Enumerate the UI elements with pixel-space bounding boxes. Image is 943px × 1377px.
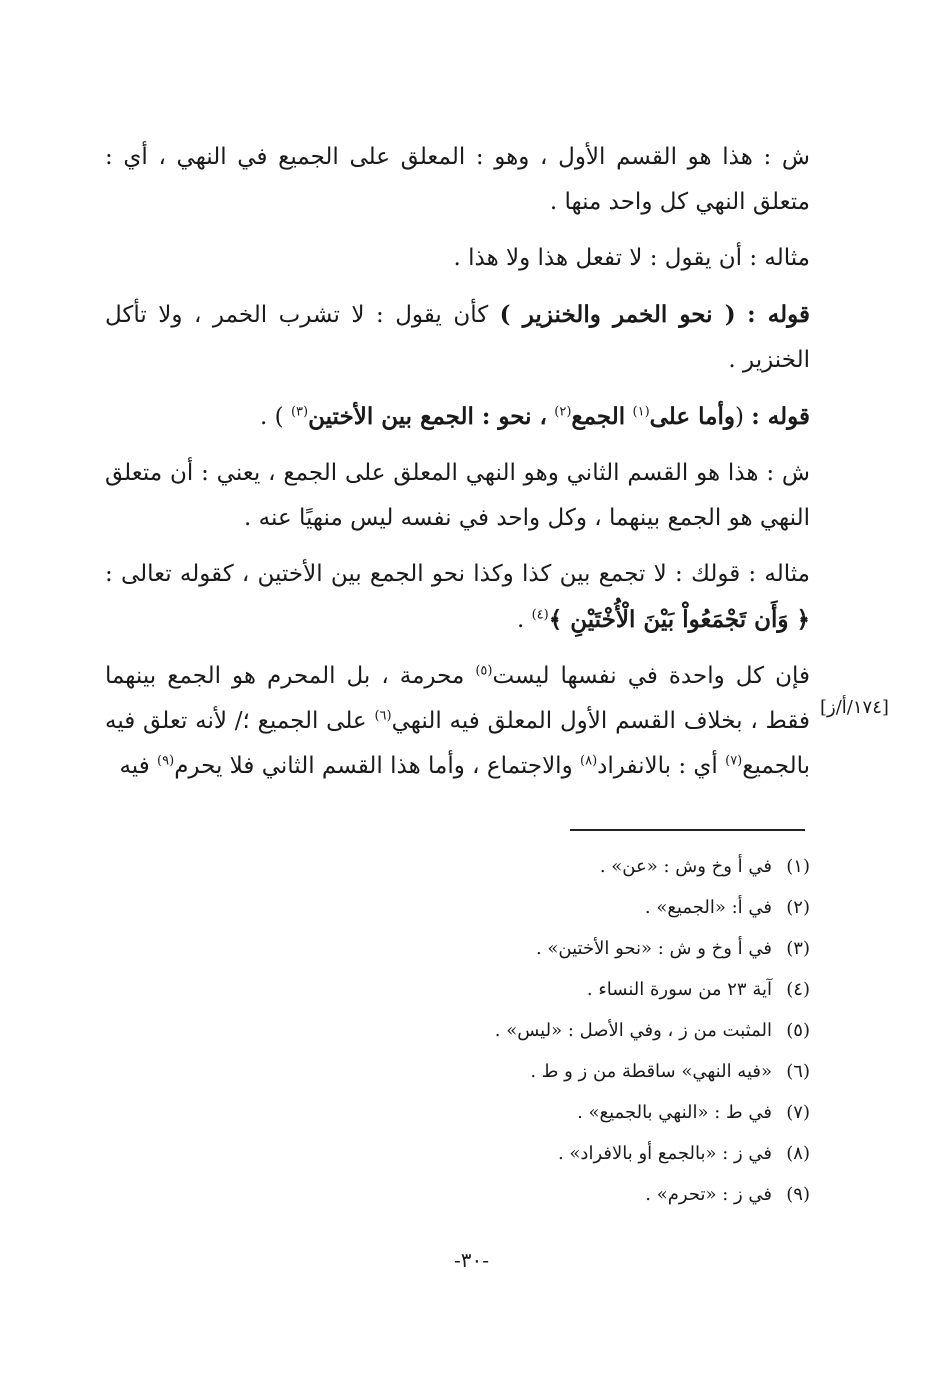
- qawluhu-label: قوله :: [751, 403, 810, 430]
- paragraph-3: [105, 292, 810, 383]
- paragraph-7-c: على الجميع ؛/ لأنه تعلق فيه بالجميع: [105, 708, 810, 779]
- matn-part-1: وأما على: [649, 403, 735, 430]
- paragraph-1: [105, 135, 810, 225]
- footnote-item: [210, 969, 810, 1010]
- footnote-item: [210, 846, 810, 887]
- footnote-text: في أ وخ وش : «عن» .: [599, 856, 772, 877]
- footnote-ref-6[interactable]: (٦): [374, 708, 392, 724]
- footnote-item: [210, 928, 810, 969]
- footnote-text: في ز : «بالجمع أو بالافراد» .: [557, 1143, 772, 1164]
- footnote-ref-7[interactable]: (٧): [725, 753, 743, 769]
- qawluhu-label: قوله :: [747, 301, 811, 328]
- footnote-item: [210, 1092, 810, 1133]
- footnote-number: (٧): [786, 1102, 810, 1123]
- paragraph-7-d: أي : بالانفراد: [597, 753, 718, 779]
- manuscript-folio-note: [١٧٤/أ/ز]: [820, 697, 889, 718]
- footnotes-list: [210, 846, 810, 1215]
- paragraph-1-text: ش : هذا هو القسم الأول ، وهو : المعلق على الجميع في النهي ، أي : متعلق النهي كل واحد منها .: [105, 144, 810, 215]
- paragraph-6-end: .: [516, 607, 525, 633]
- footnote-number: (٣): [786, 938, 810, 959]
- footnote-text: في ط : «النهي بالجميع» .: [577, 1102, 772, 1123]
- paragraph-7-b: محرمة ، بل المحرم هو الجمع بينهما فقط ، بخلاف القسم الأول المعلق فيه النهي: [105, 663, 810, 734]
- footnote-ref-9[interactable]: (٩): [157, 753, 175, 769]
- main-text: [105, 135, 810, 800]
- footnote-number: (٥): [786, 1020, 810, 1041]
- paragraph-4: [105, 394, 810, 440]
- footnote-number: (٨): [786, 1143, 810, 1164]
- footnote-item: [210, 1010, 810, 1051]
- footnote-number: (١): [786, 856, 810, 877]
- footnote-number: (٤): [786, 979, 810, 1000]
- footnote-ref-2[interactable]: (٢): [554, 404, 572, 420]
- footnote-ref-4[interactable]: (٤): [531, 607, 549, 623]
- quran-verse: ﴿ وَأَن تَجْمَعُواْ بَيْنَ الْأُخْتَيْنِ ﴾: [548, 606, 810, 633]
- footnote-ref-5[interactable]: (٥): [475, 663, 493, 679]
- footnote-number: (٦): [786, 1061, 810, 1082]
- paragraph-6: [105, 552, 810, 643]
- paragraph-5: [105, 451, 810, 541]
- matn-quote: ( نحو الخمر والخنزير ): [499, 301, 736, 328]
- footnote-number: (٢): [786, 897, 810, 918]
- footnote-number: (٩): [786, 1184, 810, 1205]
- footnote-ref-3[interactable]: (٣): [290, 404, 309, 420]
- paragraph-7-e: والاجتماع ، وأما هذا القسم الثاني فلا يحرم: [174, 753, 573, 779]
- footnote-text: المثبت من ز ، وفي الأصل : «ليس» .: [494, 1020, 772, 1041]
- paragraph-2-text: مثاله : أن يقول : لا تفعل هذا ولا هذا .: [453, 245, 810, 271]
- paragraph-3-rest: كأن يقول : لا تشرب الخمر ، ولا تأكل الخنزير .: [105, 302, 810, 373]
- paragraph-7-a: فإن كل واحدة في نفسها ليست: [492, 663, 810, 689]
- paragraph-7: [105, 654, 810, 789]
- footnote-text: في أ: «الجميع» .: [644, 897, 772, 918]
- footnote-text: آية ٢٣ من سورة النساء .: [586, 979, 772, 1000]
- footnote-item: [210, 1174, 810, 1215]
- footnote-item: [210, 1051, 810, 1092]
- footnote-item: [210, 887, 810, 928]
- paragraph-7-f: فيه: [119, 753, 150, 779]
- paren-close: ) .: [260, 404, 284, 430]
- footnote-ref-8[interactable]: (٨): [580, 753, 598, 769]
- footnote-text: في ز : «تحرم» .: [645, 1184, 772, 1205]
- paragraph-2: [105, 236, 810, 281]
- paragraph-6-text: مثاله : قولك : لا تجمع بين كذا وكذا نحو الجمع بين الأختين ، كقوله تعالى :: [105, 561, 810, 587]
- paragraph-5-text: ش : هذا هو القسم الثاني وهو النهي المعلق على الجمع ، يعني : أن متعلق النهي هو الجمع بينهما ، وكل واحد في نفسه ليس منهيًا عنه .: [105, 460, 810, 531]
- page-number: -٣٠-: [453, 1248, 489, 1272]
- paren-open: (: [734, 404, 744, 430]
- footnote-ref-1[interactable]: (١): [632, 404, 650, 420]
- footnote-text: «فيه النهي» ساقطة من ز و ط .: [530, 1061, 772, 1082]
- footnote-divider: [570, 829, 805, 831]
- footnote-text: في أ وخ و ش : «نحو الأختين» .: [535, 938, 772, 959]
- footnote-item: [210, 1133, 810, 1174]
- matn-part-3: ، نحو : الجمع بين الأختين: [308, 403, 547, 430]
- matn-part-2: الجمع: [571, 403, 626, 430]
